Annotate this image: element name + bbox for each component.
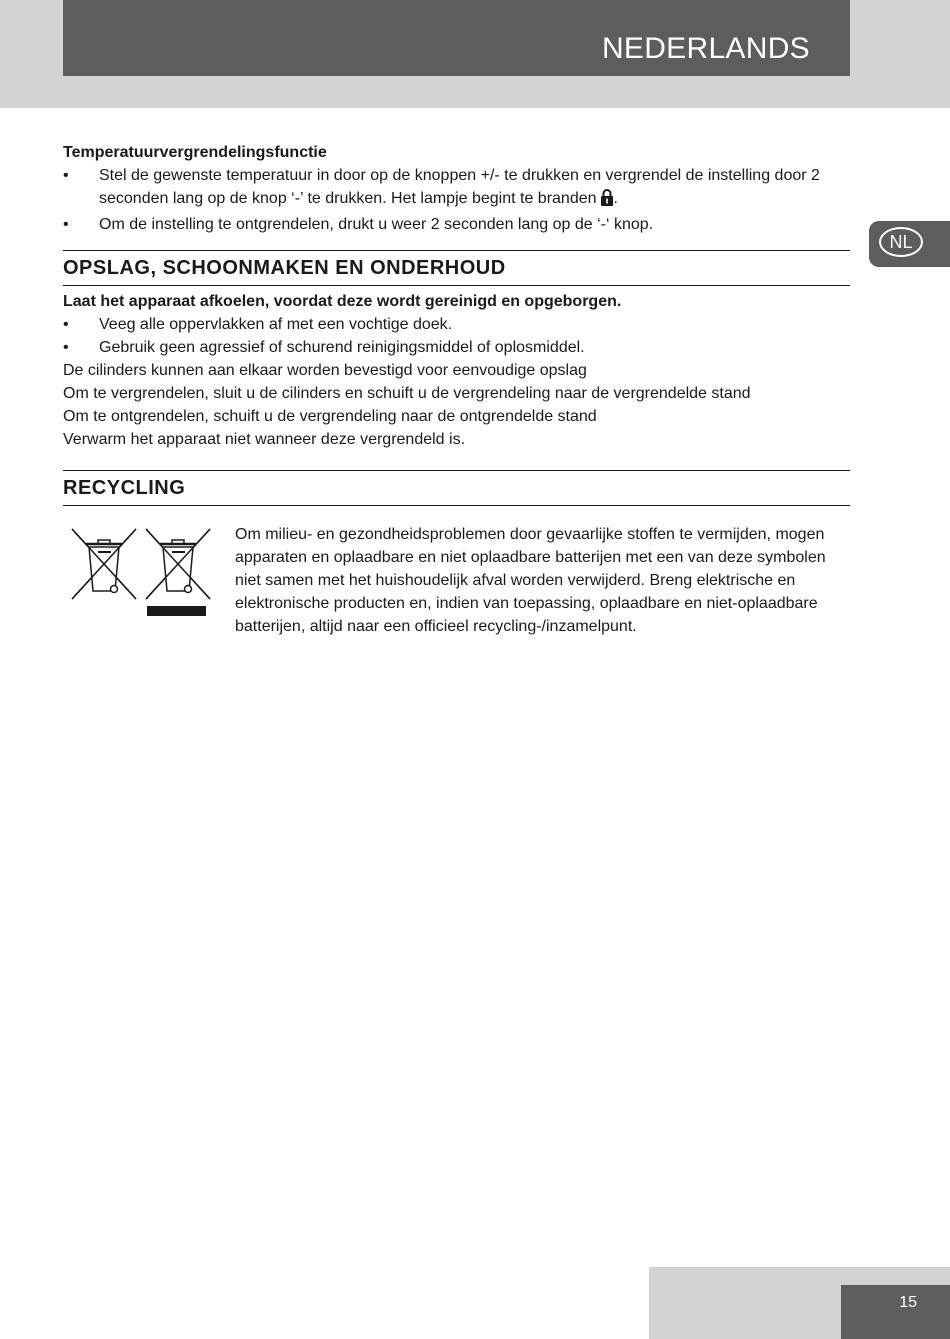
bullet-icon: • — [63, 216, 69, 233]
crossed-out-bin-icon — [72, 529, 136, 599]
header-bar — [63, 0, 850, 76]
storage-line: Om te ontgrendelen, schuift u de vergrendeling naar de ontgrendelde stand — [63, 408, 597, 425]
list-item — [63, 164, 850, 213]
recycling-symbols — [69, 527, 214, 627]
page-language-title: NEDERLANDS — [601, 32, 810, 65]
bullet-icon: • — [63, 316, 69, 333]
lock-icon — [600, 188, 614, 213]
list-item — [63, 213, 850, 236]
storage-line: De cilinders kunnen aan elkaar worden bevestigd voor eenvoudige opslag — [63, 362, 587, 379]
list-item-text: Stel de gewenste temperatuur in door op de knoppen +/- te drukken en vergrendel de instelling door 2 seconden lang op de knop ‘-’ te drukken. Het lampje begint te branden — [99, 167, 820, 207]
list-item-text: Om de instelling te ontgrendelen, drukt u weer 2 seconden lang op de ‘-‘ knop. — [99, 216, 654, 233]
list-item-text: Gebruik geen agressief of schurend reinigingsmiddel of oplosmiddel. — [99, 339, 585, 356]
storage-section-heading: OPSLAG, SCHOONMAKEN EN ONDERHOUD — [63, 250, 850, 286]
bullet-icon: • — [63, 167, 69, 184]
list-item — [63, 336, 850, 359]
temperature-lock-list — [63, 164, 850, 236]
recycling-text: Om milieu- en gezondheidsproblemen door gevaarlijke stoffen te vermijden, mogen apparaten en oplaadbare en niet oplaadbare batterijen met een van deze symbolen niet samen met het huishoudelijk afval worden verwijderd. Breng elektrische en elektronische producten en, indien van toepassing, oplaadbare en niet-oplaadbare batterijen, altijd naar een officieel recycling-/inzamelpunt. — [235, 526, 826, 635]
page-number: 15 — [899, 1294, 917, 1311]
recycling-row — [63, 523, 850, 643]
language-badge: NL — [879, 227, 923, 257]
list-item-end: . — [613, 190, 618, 207]
storage-line: Om te vergrendelen, sluit u de cilinders en schuift u de vergrendeling naar de vergrendelde stand — [63, 385, 751, 402]
recycling-section-heading: RECYCLING — [63, 470, 850, 506]
list-item — [63, 313, 850, 336]
storage-list — [63, 313, 850, 359]
language-tab — [869, 221, 950, 267]
crossed-out-bin-with-bar-icon — [146, 529, 210, 616]
page-number-box — [841, 1285, 950, 1339]
storage-line: Verwarm het apparaat niet wanneer deze vergrendeld is. — [63, 431, 466, 448]
main-content — [63, 141, 850, 643]
storage-intro: Laat het apparaat afkoelen, voordat deze wordt gereinigd en opgeborgen. — [63, 293, 622, 310]
temperature-lock-heading: Temperatuurvergrendelingsfunctie — [63, 144, 327, 161]
list-item-text: Veeg alle oppervlakken af met een vochtige doek. — [99, 316, 453, 333]
bullet-icon: • — [63, 339, 69, 356]
